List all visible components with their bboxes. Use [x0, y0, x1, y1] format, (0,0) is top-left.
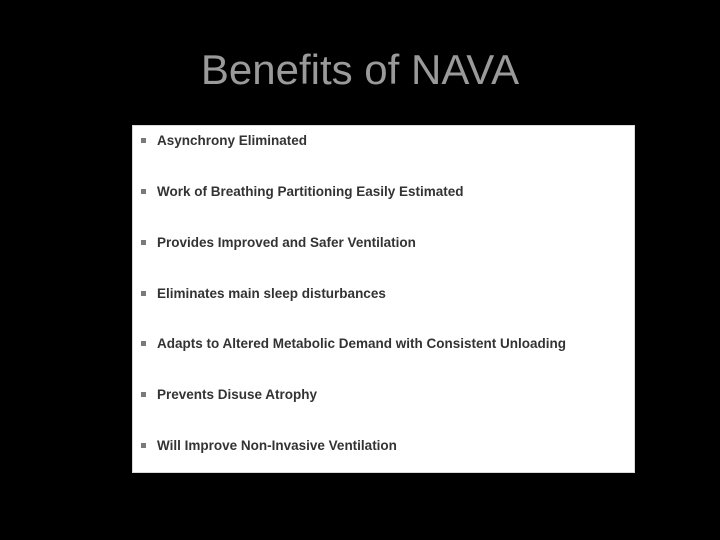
square-bullet-icon	[141, 240, 146, 245]
square-bullet-icon	[141, 291, 146, 296]
bullet-text: Will Improve Non-Invasive Ventilation	[157, 437, 397, 453]
bullet-text: Work of Breathing Partitioning Easily Estimated	[157, 183, 464, 199]
bullet-text: Asynchrony Eliminated	[157, 132, 308, 148]
bullet-text: Adapts to Altered Metabolic Demand with Consistent Unloading	[157, 335, 567, 351]
square-bullet-icon	[141, 443, 146, 448]
bullet-item	[141, 130, 307, 150]
bullet-item	[141, 333, 566, 353]
square-bullet-icon	[141, 341, 146, 346]
square-bullet-icon	[141, 189, 146, 194]
bullet-text: Eliminates main sleep disturbances	[157, 285, 386, 301]
bullet-item	[141, 435, 397, 455]
bullet-item	[141, 384, 317, 404]
slide-title: Benefits of NAVA	[200, 46, 520, 93]
square-bullet-icon	[141, 138, 146, 143]
bullet-item	[141, 232, 416, 252]
square-bullet-icon	[141, 392, 146, 397]
bullet-text: Provides Improved and Safer Ventilation	[157, 234, 416, 250]
bullet-item	[141, 181, 464, 201]
content-panel	[132, 125, 635, 473]
bullet-text: Prevents Disuse Atrophy	[157, 386, 318, 402]
bullet-item	[141, 283, 386, 303]
